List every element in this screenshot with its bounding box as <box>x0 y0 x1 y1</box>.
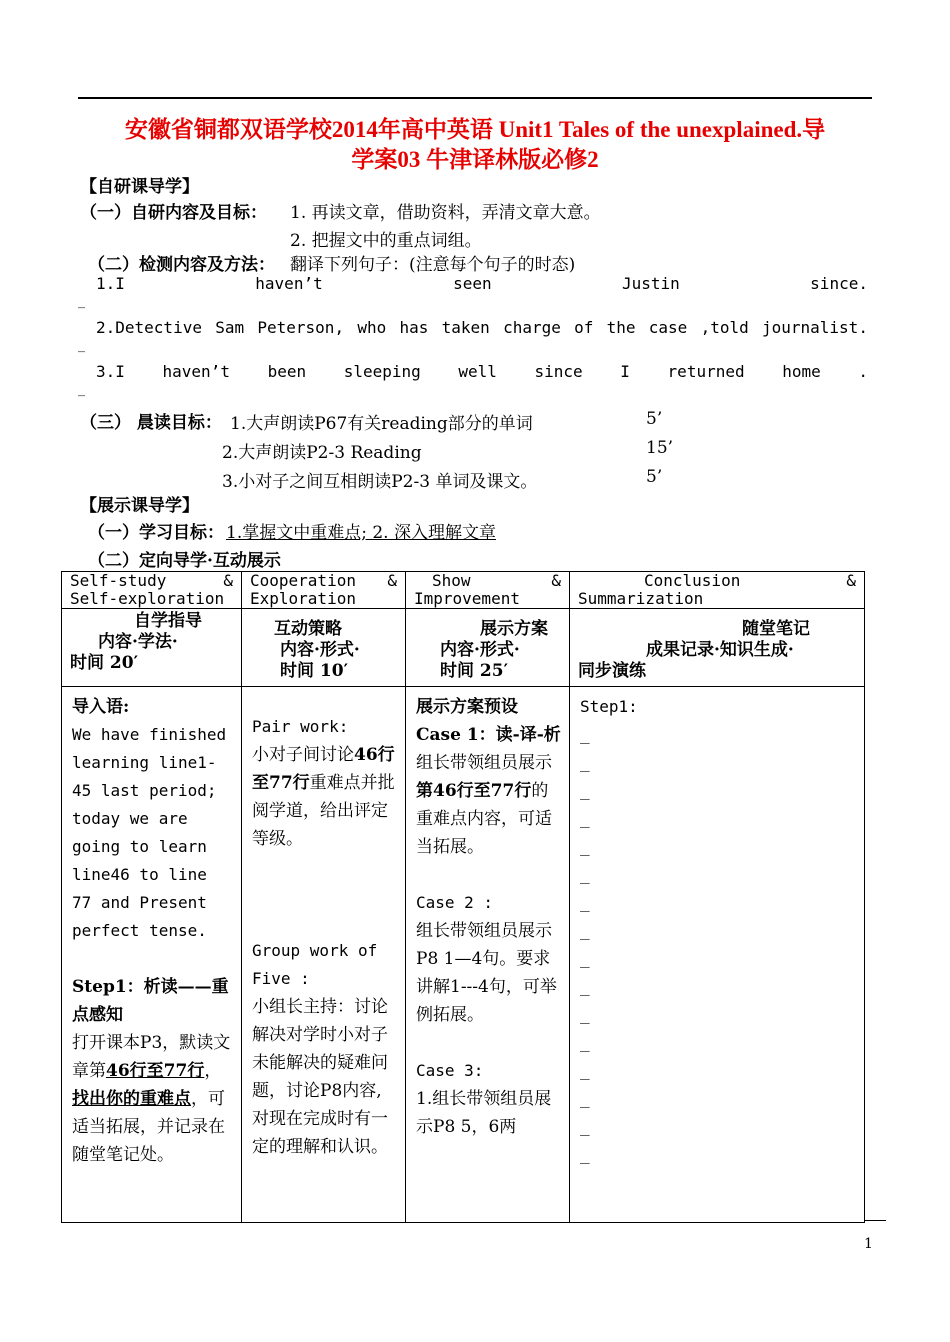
header-text: Improvement <box>414 589 520 608</box>
subheader-text: 成果记录·知识生成· <box>646 640 794 660</box>
word: I <box>620 362 630 381</box>
word: Peterson, <box>257 318 345 337</box>
subheader-self-study <box>62 609 242 687</box>
word: returned <box>667 362 745 381</box>
header-cell-show <box>406 572 570 609</box>
header-rule <box>78 97 872 99</box>
word: . <box>858 362 868 381</box>
case2-text: 组长带领组员展示P8 1—4句。要求讲解1---4句，可举例拓展。 <box>416 921 557 1025</box>
objective-text: 1.掌握文中重难点; 2. 深入理解文章 <box>226 523 496 543</box>
case1-text <box>416 749 561 861</box>
pair-emphasis: 46行至77行 <box>252 745 395 793</box>
step1-instructions <box>72 1029 233 1169</box>
word: home <box>782 362 821 381</box>
header-text: Exploration <box>250 589 356 608</box>
goal-item-1: 1. 再读文章，借助资料，弄清文章大意。 <box>290 203 601 223</box>
case2-title: Case 2 : <box>416 893 494 912</box>
intro-line: learning line1- <box>72 753 217 772</box>
lesson-table <box>61 571 865 1223</box>
intro-line: 45 last period; <box>72 781 217 800</box>
case-text: 的重难点内容，可适当拓展。 <box>416 781 552 857</box>
morning-time-1: 5’ <box>646 409 663 429</box>
step1-text: 打开课本P3，默读文章第 <box>72 1033 231 1081</box>
sentence-2 <box>96 318 868 337</box>
document-title-line1: 安徽省铜都双语学校2014年高中英语 Unit1 Tales of the unexplained.导 <box>124 117 826 142</box>
conclusion-content <box>570 687 865 1223</box>
subheader-text: 内容·学法· <box>98 632 178 652</box>
header-cell-cooperation <box>242 572 406 609</box>
note-blank: _ <box>580 1061 590 1080</box>
intro-line: 77 and Present <box>72 893 207 912</box>
morning-item-1: 1.大声朗读P67有关reading部分的单词 <box>230 414 533 434</box>
case3-text: 1.组长带领组员展示P8 5，6两 <box>416 1089 552 1137</box>
group-work-label: Group work of Five : <box>252 941 378 988</box>
header-text: Summarization <box>578 589 704 608</box>
word: 1.I <box>96 274 125 293</box>
word: who <box>357 318 387 337</box>
note-blank: _ <box>580 809 590 828</box>
step1-text: ，可适当拓展，并记录在随堂笔记处。 <box>72 1089 225 1165</box>
word: Justin <box>622 274 680 293</box>
guide-label: （二）定向导学·互动展示 <box>88 551 281 571</box>
intro-line: going to learn <box>72 837 207 856</box>
note-blank: _ <box>580 725 590 744</box>
intro-line: line46 to line <box>72 865 207 884</box>
note-blank: _ <box>580 781 590 800</box>
cooperation-content <box>242 687 406 1223</box>
word: been <box>267 362 307 381</box>
morning-item-2: 2.大声朗读P2-3 Reading <box>222 443 422 463</box>
morning-label: （三） 晨读目标： <box>80 413 222 433</box>
subheader-text: 内容·形式· <box>440 640 520 660</box>
plan-label: 展示方案预设 <box>416 697 518 717</box>
answer-blank-3: _ <box>78 381 85 397</box>
note-blank: _ <box>580 1005 590 1024</box>
document-title-line2: 学案03 牛津译林版必修2 <box>351 147 599 172</box>
pair-text: 小对子间讨论 <box>252 745 354 765</box>
header-text: Cooperation <box>250 571 356 590</box>
subheader-cooperation <box>242 609 406 687</box>
step1-emphasis: 找出你的重难点 <box>72 1089 191 1109</box>
subheader-text: 时间 25′ <box>440 661 509 681</box>
show-heading: 【展示课导学】 <box>80 496 199 516</box>
pair-text: 重难点并批阅学道，给出评定等级。 <box>252 773 395 849</box>
word: 3.I <box>96 362 125 381</box>
header-amp: & <box>387 571 397 590</box>
group-work-text: 小组长主持：讨论解决对学时小对子未能解决的疑难问题，讨论P8内容,对现在完成时有一定的理解和认识。 <box>252 997 388 1157</box>
subheader-text: 自学指导 <box>134 611 202 631</box>
word: of <box>574 318 594 337</box>
word: Sam <box>215 318 245 337</box>
step1-title: Step1：析读——重点感知 <box>72 977 229 1025</box>
page-number: 1 <box>864 1236 873 1252</box>
notes-step-label: Step1: <box>580 697 638 716</box>
sentence-1 <box>96 274 868 293</box>
pair-work-label: Pair work: <box>252 717 349 736</box>
check-label: （二）检测内容及方法： <box>88 255 275 275</box>
header-cell-self-study <box>62 572 242 609</box>
step1-text: ， <box>204 1061 222 1081</box>
header-amp: & <box>223 571 233 590</box>
note-blank: _ <box>580 1145 590 1164</box>
word: has <box>399 318 429 337</box>
header-row <box>62 572 865 609</box>
word: sleeping <box>343 362 421 381</box>
word: well <box>458 362 497 381</box>
morning-item-3: 3.小对子之间互相朗读P2-3 单词及课文。 <box>222 472 538 492</box>
word: haven’t <box>162 362 230 381</box>
table-edge-rule <box>864 1220 886 1221</box>
note-blank: _ <box>580 1117 590 1136</box>
note-blank: _ <box>580 893 590 912</box>
word: seen <box>453 274 492 293</box>
content-row <box>62 687 865 1223</box>
show-content <box>406 687 570 1223</box>
note-blank: _ <box>580 753 590 772</box>
answer-blank-1: _ <box>78 293 85 309</box>
self-study-heading: 【自研课导学】 <box>80 177 199 197</box>
goal-label: （一）自研内容及目标： <box>80 203 267 223</box>
word: ,told <box>700 318 749 337</box>
case-text: 组长带领组员展示 <box>416 753 552 773</box>
subheader-text: 时间 10′ <box>280 661 349 681</box>
intro-line: perfect tense. <box>72 921 207 940</box>
pair-work-text <box>252 741 397 853</box>
case1-title: Case 1：读-译-析 <box>416 725 561 745</box>
word: case <box>648 318 688 337</box>
word: 2.Detective <box>96 318 202 337</box>
morning-time-3: 5’ <box>646 467 663 487</box>
note-blank: _ <box>580 1033 590 1052</box>
word: journalist. <box>761 318 868 337</box>
subheader-text: 随堂笔记 <box>742 619 810 639</box>
word: the <box>606 318 636 337</box>
word: haven’t <box>255 274 323 293</box>
subheader-text: 时间 20′ <box>70 653 139 673</box>
header-text: Conclusion <box>644 571 741 590</box>
subheader-show <box>406 609 570 687</box>
note-blank: _ <box>580 921 590 940</box>
answer-blank-2: _ <box>78 337 85 353</box>
header-text: Self-study <box>70 571 167 590</box>
note-blank: _ <box>580 837 590 856</box>
objective-label: （一）学习目标： <box>88 523 224 543</box>
intro-label: 导入语: <box>72 697 130 717</box>
goal-item-2: 2. 把握文中的重点词组。 <box>290 231 482 251</box>
subheader-text: 同步演练 <box>578 661 646 681</box>
word: taken <box>441 318 490 337</box>
note-blank: _ <box>580 865 590 884</box>
subheader-text: 内容·形式· <box>280 640 360 660</box>
subheader-text: 展示方案 <box>480 619 548 639</box>
header-amp: & <box>551 571 561 590</box>
note-blank: _ <box>580 977 590 996</box>
subheader-text: 互动策略 <box>274 619 342 639</box>
check-text: 翻译下列句子：(注意每个句子的时态) <box>290 255 576 275</box>
intro-line: today we are <box>72 809 188 828</box>
header-text: Show <box>432 571 471 590</box>
note-blank: _ <box>580 1089 590 1108</box>
word: since <box>534 362 583 381</box>
subheader-row <box>62 609 865 687</box>
word: since. <box>810 274 868 293</box>
header-cell-conclusion <box>570 572 865 609</box>
header-amp: & <box>846 571 856 590</box>
case3-title: Case 3: <box>416 1061 484 1080</box>
intro-line: We have finished <box>72 725 227 744</box>
note-blank: _ <box>580 949 590 968</box>
case-emphasis: 第46行至77行 <box>416 781 532 801</box>
step1-emphasis: 46行至77行 <box>106 1061 205 1081</box>
self-study-content <box>62 687 242 1223</box>
word: charge <box>503 318 561 337</box>
sentence-3 <box>96 362 868 381</box>
header-text: Self-exploration <box>70 589 225 608</box>
subheader-conclusion <box>570 609 865 687</box>
morning-time-2: 15’ <box>646 438 674 458</box>
